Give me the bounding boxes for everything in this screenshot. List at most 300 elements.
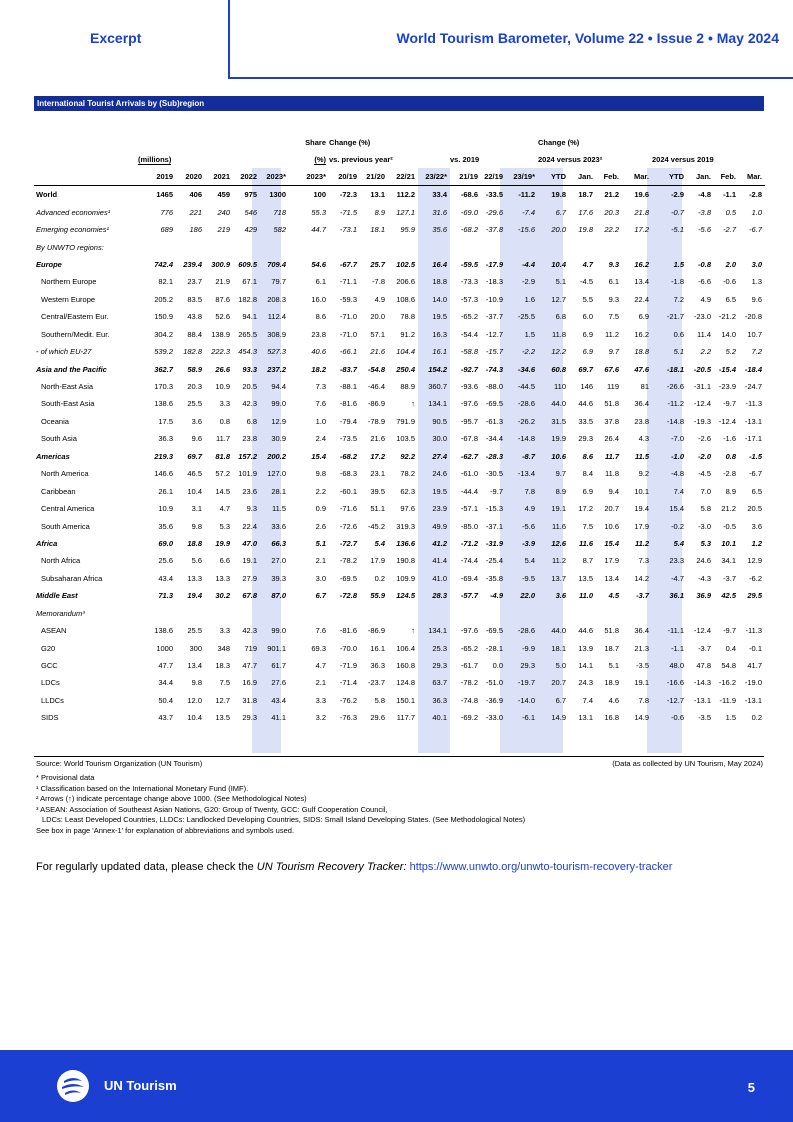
table-cell: -71.1 — [339, 277, 357, 287]
table-cell: 7.4 — [673, 486, 684, 496]
table-cell: 25.7 — [370, 259, 385, 269]
collected-note: (Data as collected by UN Tourism, May 2024) — [612, 759, 763, 768]
table-cell: 69.3 — [311, 643, 326, 653]
table-cell: -79.4 — [339, 416, 357, 426]
table-cell: -5.1 — [671, 225, 684, 235]
table-cell: 17.9 — [634, 521, 649, 531]
table-cell: 3.6 — [555, 591, 566, 601]
column-header: 22/19 — [481, 168, 506, 186]
table-cell: -3.0 — [698, 521, 711, 531]
table-cell: 49.9 — [432, 521, 447, 531]
table-cell: 9.4 — [608, 486, 619, 496]
table-cell: 18.1 — [551, 643, 566, 653]
table-cell: -97.6 — [460, 626, 478, 636]
table-cell: -3.9 — [522, 538, 535, 548]
table-cell: -72.3 — [339, 190, 357, 200]
table-cell: 1000 — [156, 643, 173, 653]
table-cell: -11.9 — [719, 695, 736, 705]
table-cell: -3.7 — [723, 573, 736, 583]
table-cell: 117.7 — [396, 713, 415, 723]
column-header: YTD — [538, 168, 569, 186]
recovery-tracker-link[interactable]: https://www.unwto.org/unwto-tourism-recovery-tracker — [409, 861, 673, 873]
row-label: LDCs — [41, 678, 60, 688]
table-cell: 21.9 — [215, 277, 230, 287]
table-cell: 81 — [640, 382, 649, 392]
table-row — [34, 448, 765, 465]
table-cell: 21.2 — [721, 504, 736, 514]
table-cell: -93.6 — [460, 382, 478, 392]
table-cell: 26.4 — [604, 434, 619, 444]
table-cell: 150.9 — [154, 312, 173, 322]
table-row — [34, 291, 765, 308]
table-cell: 429 — [244, 225, 257, 235]
table-cell: 2.0 — [725, 259, 736, 269]
table-cell: 5.1 — [555, 277, 566, 287]
table-cell: 14.9 — [634, 713, 649, 723]
table-cell: 13.4 — [604, 573, 619, 583]
table-cell: 51.1 — [370, 504, 385, 514]
table-cell: 81.8 — [215, 451, 230, 461]
table-cell: -88.1 — [339, 382, 357, 392]
table-cell: 12.7 — [551, 294, 566, 304]
table-cell: 7.8 — [524, 486, 535, 496]
table-cell: 9.8 — [191, 678, 202, 688]
table-cell: -13.1 — [693, 695, 711, 705]
table-cell: -36.9 — [485, 695, 503, 705]
table-cell: 6.6 — [219, 556, 230, 566]
table-cell: 10.6 — [551, 451, 566, 461]
table-cell: 15.4 — [669, 504, 684, 514]
table-cell: 18.1 — [370, 225, 385, 235]
row-label: Americas — [36, 451, 70, 461]
table-cell: 24.6 — [432, 469, 447, 479]
table-cell: 18.8 — [187, 538, 202, 548]
arrivals-table — [34, 134, 765, 727]
vs-prev-header: vs. previous year² — [329, 155, 393, 164]
table-cell: 539.2 — [154, 347, 173, 357]
table-cell: -62.7 — [460, 451, 478, 461]
table-cell: 5.5 — [582, 294, 593, 304]
table-cell: 43.4 — [158, 573, 173, 583]
table-cell: -11.2 — [518, 190, 535, 200]
table-cell: -54.4 — [460, 329, 478, 339]
table-cell: 41.4 — [432, 556, 447, 566]
table-cell: -59.5 — [460, 259, 478, 269]
source-note: Source: World Tourism Organization (UN Tourism) — [36, 759, 203, 768]
table-cell: -8.7 — [522, 451, 535, 461]
table-cell: 3.2 — [315, 713, 326, 723]
table-cell: -65.2 — [460, 643, 478, 653]
table-cell: 8.9 — [725, 486, 736, 496]
table-cell: 61.7 — [271, 661, 286, 671]
table-cell: -1.0 — [671, 451, 684, 461]
table-cell: -57.1 — [460, 504, 478, 514]
table-cell: -44.5 — [517, 382, 535, 392]
table-cell: 34.1 — [721, 556, 736, 566]
table-cell: 7.2 — [751, 347, 762, 357]
recovery-text: For regularly updated data, please check the — [36, 861, 257, 873]
table-cell: 20.0 — [370, 312, 385, 322]
table-cell: 66.3 — [271, 538, 286, 548]
table-cell: 69.7 — [578, 364, 593, 374]
table-cell: 154.2 — [428, 364, 447, 374]
table-cell: 27.0 — [271, 556, 286, 566]
table-cell: 12.9 — [271, 416, 286, 426]
table-cell: -71.0 — [339, 329, 357, 339]
table-cell: 1.3 — [751, 277, 762, 287]
table-cell: 47.7 — [158, 661, 173, 671]
table-cell: 20.5 — [747, 504, 762, 514]
table-cell: 200.2 — [267, 451, 286, 461]
table-cell: 39.5 — [370, 486, 385, 496]
table-row — [34, 413, 765, 430]
table-cell: 8.6 — [315, 312, 326, 322]
table-cell: -86.9 — [367, 399, 385, 409]
table-cell: -33.5 — [485, 190, 503, 200]
column-header: 22/21 — [388, 168, 418, 186]
table-cell: -14.3 — [693, 678, 711, 688]
header-row-2 — [34, 151, 765, 168]
table-cell: 18.8 — [432, 277, 447, 287]
table-cell: 237.2 — [267, 364, 286, 374]
table-row — [34, 657, 765, 674]
table-cell: -60.1 — [339, 486, 357, 496]
table-cell: 37.8 — [604, 416, 619, 426]
table-cell: 9.6 — [191, 434, 202, 444]
table-cell: 23.1 — [370, 469, 385, 479]
table-cell: 43.8 — [187, 312, 202, 322]
table-cell: 7.5 — [608, 312, 619, 322]
column-header: Feb. — [596, 168, 622, 186]
table-row — [34, 587, 765, 604]
table-cell: 4.9 — [524, 504, 535, 514]
column-header: Mar. — [622, 168, 652, 186]
table-cell: 1.2 — [751, 538, 762, 548]
table-cell: 20.7 — [604, 504, 619, 514]
table-row — [34, 430, 765, 447]
table-cell: 41.0 — [432, 573, 447, 583]
table-cell: 10.4 — [187, 486, 202, 496]
table-cell: -71.5 — [339, 207, 357, 217]
table-cell: -21.2 — [718, 312, 736, 322]
table-cell: -34.4 — [485, 434, 503, 444]
table-cell: -13.1 — [744, 416, 762, 426]
table-cell: -4.9 — [490, 591, 503, 601]
column-header: 23/19* — [506, 168, 538, 186]
table-cell: 17.2 — [370, 451, 385, 461]
table-cell: 7.3 — [638, 556, 649, 566]
table-cell: 2.1 — [315, 678, 326, 688]
table-cell: 14.5 — [215, 486, 230, 496]
table-cell: 15.4 — [311, 451, 326, 461]
table-cell: -1.5 — [749, 451, 762, 461]
table-cell: -6.7 — [749, 225, 762, 235]
table-cell: 9.8 — [315, 469, 326, 479]
table-cell: 19.4 — [634, 504, 649, 514]
table-cell: 11.0 — [578, 591, 593, 601]
table-row — [34, 639, 765, 656]
table-cell: 22.4 — [242, 521, 257, 531]
table-cell: 11.2 — [634, 538, 649, 548]
share-header: Share — [305, 138, 326, 147]
table-cell: -2.9 — [671, 190, 684, 200]
table-cell: -26.2 — [517, 416, 535, 426]
table-cell: 1.5 — [673, 259, 684, 269]
table-cell: 718 — [273, 207, 286, 217]
table-cell: 4.5 — [608, 591, 619, 601]
table-cell: 7.4 — [582, 695, 593, 705]
row-label: South America — [41, 521, 90, 531]
table-cell: -1.1 — [671, 643, 684, 653]
table-cell: 19.8 — [578, 225, 593, 235]
table-cell: 29.3 — [242, 713, 257, 723]
column-header: 2019 — [138, 168, 176, 186]
table-cell: 23.8 — [242, 434, 257, 444]
table-cell: 6.7 — [555, 207, 566, 217]
row-label: - of which EU-27 — [36, 347, 92, 357]
table-cell: 18.3 — [215, 661, 230, 671]
table-cell: 25.6 — [158, 556, 173, 566]
table-cell: -10.9 — [485, 294, 503, 304]
table-cell: -69.0 — [460, 207, 478, 217]
table-cell: -57.7 — [460, 591, 478, 601]
table-cell: 16.2 — [634, 329, 649, 339]
table-cell: 170.3 — [154, 382, 173, 392]
table-cell: 6.5 — [751, 486, 762, 496]
table-cell: 19.1 — [242, 556, 257, 566]
table-cell: 39.3 — [271, 573, 286, 583]
table-cell: 19.5 — [432, 312, 447, 322]
column-header: YTD — [652, 168, 687, 186]
table-cell: 51.8 — [604, 399, 619, 409]
table-cell: 87.6 — [215, 294, 230, 304]
table-cell: 54.6 — [311, 259, 326, 269]
column-header: 2022 — [233, 168, 260, 186]
table-cell: 5.4 — [374, 538, 385, 548]
table-cell: 454.3 — [238, 347, 257, 357]
table-cell: 4.7 — [582, 259, 593, 269]
table-row — [34, 465, 765, 482]
table-cell: 94.1 — [242, 312, 257, 322]
table-cell: -73.5 — [339, 434, 357, 444]
v2024-2023-header: 2024 versus 2023² — [538, 155, 603, 164]
table-cell: -37.1 — [485, 521, 503, 531]
row-label: World — [36, 190, 58, 200]
table-row — [34, 395, 765, 412]
table-cell: 67.8 — [242, 591, 257, 601]
table-cell: 901.1 — [267, 643, 286, 653]
un-tourism-logo-icon — [56, 1069, 90, 1103]
table-cell: 36.4 — [634, 626, 649, 636]
table-cell: 30.2 — [215, 591, 230, 601]
table-cell: -23.0 — [693, 312, 711, 322]
table-cell: 3.0 — [315, 573, 326, 583]
table-cell: -29.6 — [485, 207, 503, 217]
table-cell: -58.8 — [460, 347, 478, 357]
table-cell: 44.0 — [551, 626, 566, 636]
table-cell: 9.3 — [608, 294, 619, 304]
table-cell: 17.9 — [370, 556, 385, 566]
table-cell: 7.3 — [315, 382, 326, 392]
table-cell: 14.0 — [721, 329, 736, 339]
recovery-tracker-note — [36, 861, 672, 873]
table-cell: 47.8 — [696, 661, 711, 671]
table-cell: 17.2 — [578, 504, 593, 514]
table-cell: -92.7 — [460, 364, 478, 374]
table-cell: 19.9 — [551, 434, 566, 444]
table-cell: -61.7 — [460, 661, 478, 671]
table-cell: -0.7 — [671, 207, 684, 217]
row-label: South Asia — [41, 434, 77, 444]
table-cell: 13.3 — [187, 573, 202, 583]
table-cell: 138.6 — [154, 399, 173, 409]
table-cell: -46.4 — [367, 382, 385, 392]
table-cell: -0.1 — [749, 643, 762, 653]
table-cell: 0.9 — [315, 504, 326, 514]
table-cell: -73.3 — [460, 277, 478, 287]
table-cell: 43.7 — [158, 713, 173, 723]
table-cell: -18.4 — [744, 364, 762, 374]
table-cell: -6.7 — [749, 469, 762, 479]
table-cell: 16.0 — [311, 294, 326, 304]
table-cell: -12.4 — [718, 416, 736, 426]
row-label: Middle East — [36, 591, 78, 601]
table-cell: -35.8 — [485, 573, 503, 583]
table-cell: -19.7 — [517, 678, 535, 688]
table-cell: 150.1 — [396, 695, 415, 705]
table-cell: 108.6 — [396, 294, 415, 304]
table-cell: 7.0 — [700, 486, 711, 496]
table-cell: -16.2 — [718, 678, 736, 688]
column-header: 2023* — [260, 168, 289, 186]
table-cell: 93.3 — [242, 364, 257, 374]
table-cell: -28.6 — [517, 626, 535, 636]
table-cell: 239.4 — [183, 259, 202, 269]
table-row — [34, 500, 765, 517]
table-cell: 0.5 — [725, 207, 736, 217]
table-cell: -76.3 — [339, 713, 357, 723]
table-cell: 27.9 — [242, 573, 257, 583]
table-row — [34, 203, 765, 220]
table-cell: -37.8 — [485, 225, 503, 235]
table-cell: -67.8 — [460, 434, 478, 444]
table-cell: -21.7 — [666, 312, 684, 322]
table-cell: 3.6 — [191, 416, 202, 426]
table-cell: 67.1 — [242, 277, 257, 287]
row-label: Northern Europe — [41, 277, 97, 287]
table-cell: 15.4 — [604, 538, 619, 548]
footnote-provisional: * Provisional data — [36, 773, 95, 782]
table-cell: 17.6 — [578, 207, 593, 217]
table-cell: 11.6 — [578, 538, 593, 548]
table-cell: 13.4 — [634, 277, 649, 287]
header-row-1 — [34, 134, 765, 151]
table-cell: -0.6 — [671, 713, 684, 723]
table-cell: 16.9 — [242, 678, 257, 688]
table-cell: 19.9 — [215, 538, 230, 548]
table-cell: 10.7 — [747, 329, 762, 339]
table-cell: 87.0 — [271, 591, 286, 601]
row-label: G20 — [41, 643, 56, 653]
table-cell: 124.8 — [396, 678, 415, 688]
table-cell: 13.5 — [215, 713, 230, 723]
table-cell: 13.9 — [578, 643, 593, 653]
table-cell: 69.0 — [158, 538, 173, 548]
table-cell: 22.0 — [520, 591, 535, 601]
table-cell: 6.8 — [246, 416, 257, 426]
publication-title: World Tourism Barometer, Volume 22 • Issue 2 • May 2024 — [396, 30, 779, 46]
table-cell: 29.3 — [578, 434, 593, 444]
table-cell: 24.6 — [696, 556, 711, 566]
table-cell: 99.0 — [271, 399, 286, 409]
table-row — [34, 221, 765, 238]
table-cell: 0.6 — [673, 329, 684, 339]
table-cell: 24.3 — [578, 678, 593, 688]
column-header: 21/20 — [360, 168, 388, 186]
row-label: SIDS — [41, 713, 59, 723]
table-cell: 10.9 — [158, 504, 173, 514]
table-row — [34, 238, 765, 255]
table-cell: 23.8 — [311, 329, 326, 339]
table-cell: 222.3 — [211, 347, 230, 357]
table-cell: 12.6 — [551, 538, 566, 548]
table-cell: 5.8 — [700, 504, 711, 514]
table-cell: 101.9 — [238, 469, 257, 479]
table-cell: -14.0 — [517, 695, 535, 705]
table-cell: 92.2 — [400, 451, 415, 461]
table-cell: 527.3 — [267, 347, 286, 357]
table-cell: 304.2 — [154, 329, 173, 339]
table-cell: 57.2 — [215, 469, 230, 479]
table-cell: 23.3 — [669, 556, 684, 566]
table-cell: 265.5 — [238, 329, 257, 339]
table-cell: 23.7 — [187, 277, 202, 287]
table-cell: 7.2 — [673, 294, 684, 304]
table-cell: 5.6 — [191, 556, 202, 566]
table-cell: -6.2 — [749, 573, 762, 583]
table-cell: 10.1 — [634, 486, 649, 496]
table-cell: 0.8 — [725, 451, 736, 461]
column-header: 21/19 — [450, 168, 481, 186]
table-cell: 362.7 — [154, 364, 173, 374]
table-cell: 29.6 — [370, 713, 385, 723]
table-cell: 19.6 — [634, 190, 649, 200]
table-cell: 35.6 — [158, 521, 173, 531]
table-cell: 102.5 — [396, 259, 415, 269]
table-row — [34, 256, 765, 273]
table-cell: -23.7 — [367, 678, 385, 688]
table-cell: -19.3 — [693, 416, 711, 426]
table-cell: 6.9 — [582, 329, 593, 339]
table-cell: 6.1 — [608, 277, 619, 287]
footnote-annex: See box in page 'Annex-1' for explanation of abbreviations and symbols used. — [36, 825, 295, 835]
column-header: Jan. — [687, 168, 714, 186]
footnote-groups: ³ ASEAN: Association of Southeast Asian Nations, G20: Group of Twenty, GCC: Gulf Cooperation Council, — [36, 804, 388, 814]
table-cell: 33.4 — [432, 190, 447, 200]
table-cell: 8.7 — [582, 556, 593, 566]
table-cell: 8.9 — [374, 207, 385, 217]
table-cell: 19.5 — [432, 486, 447, 496]
table-cell: 5.3 — [219, 521, 230, 531]
table-cell: -9.9 — [522, 643, 535, 653]
table-cell: 319.3 — [396, 521, 415, 531]
table-cell: 3.3 — [219, 626, 230, 636]
table-cell: 90.5 — [432, 416, 447, 426]
table-cell: 5.0 — [555, 661, 566, 671]
table-row — [34, 535, 765, 552]
table-cell: -68.2 — [460, 225, 478, 235]
table-row — [34, 570, 765, 587]
